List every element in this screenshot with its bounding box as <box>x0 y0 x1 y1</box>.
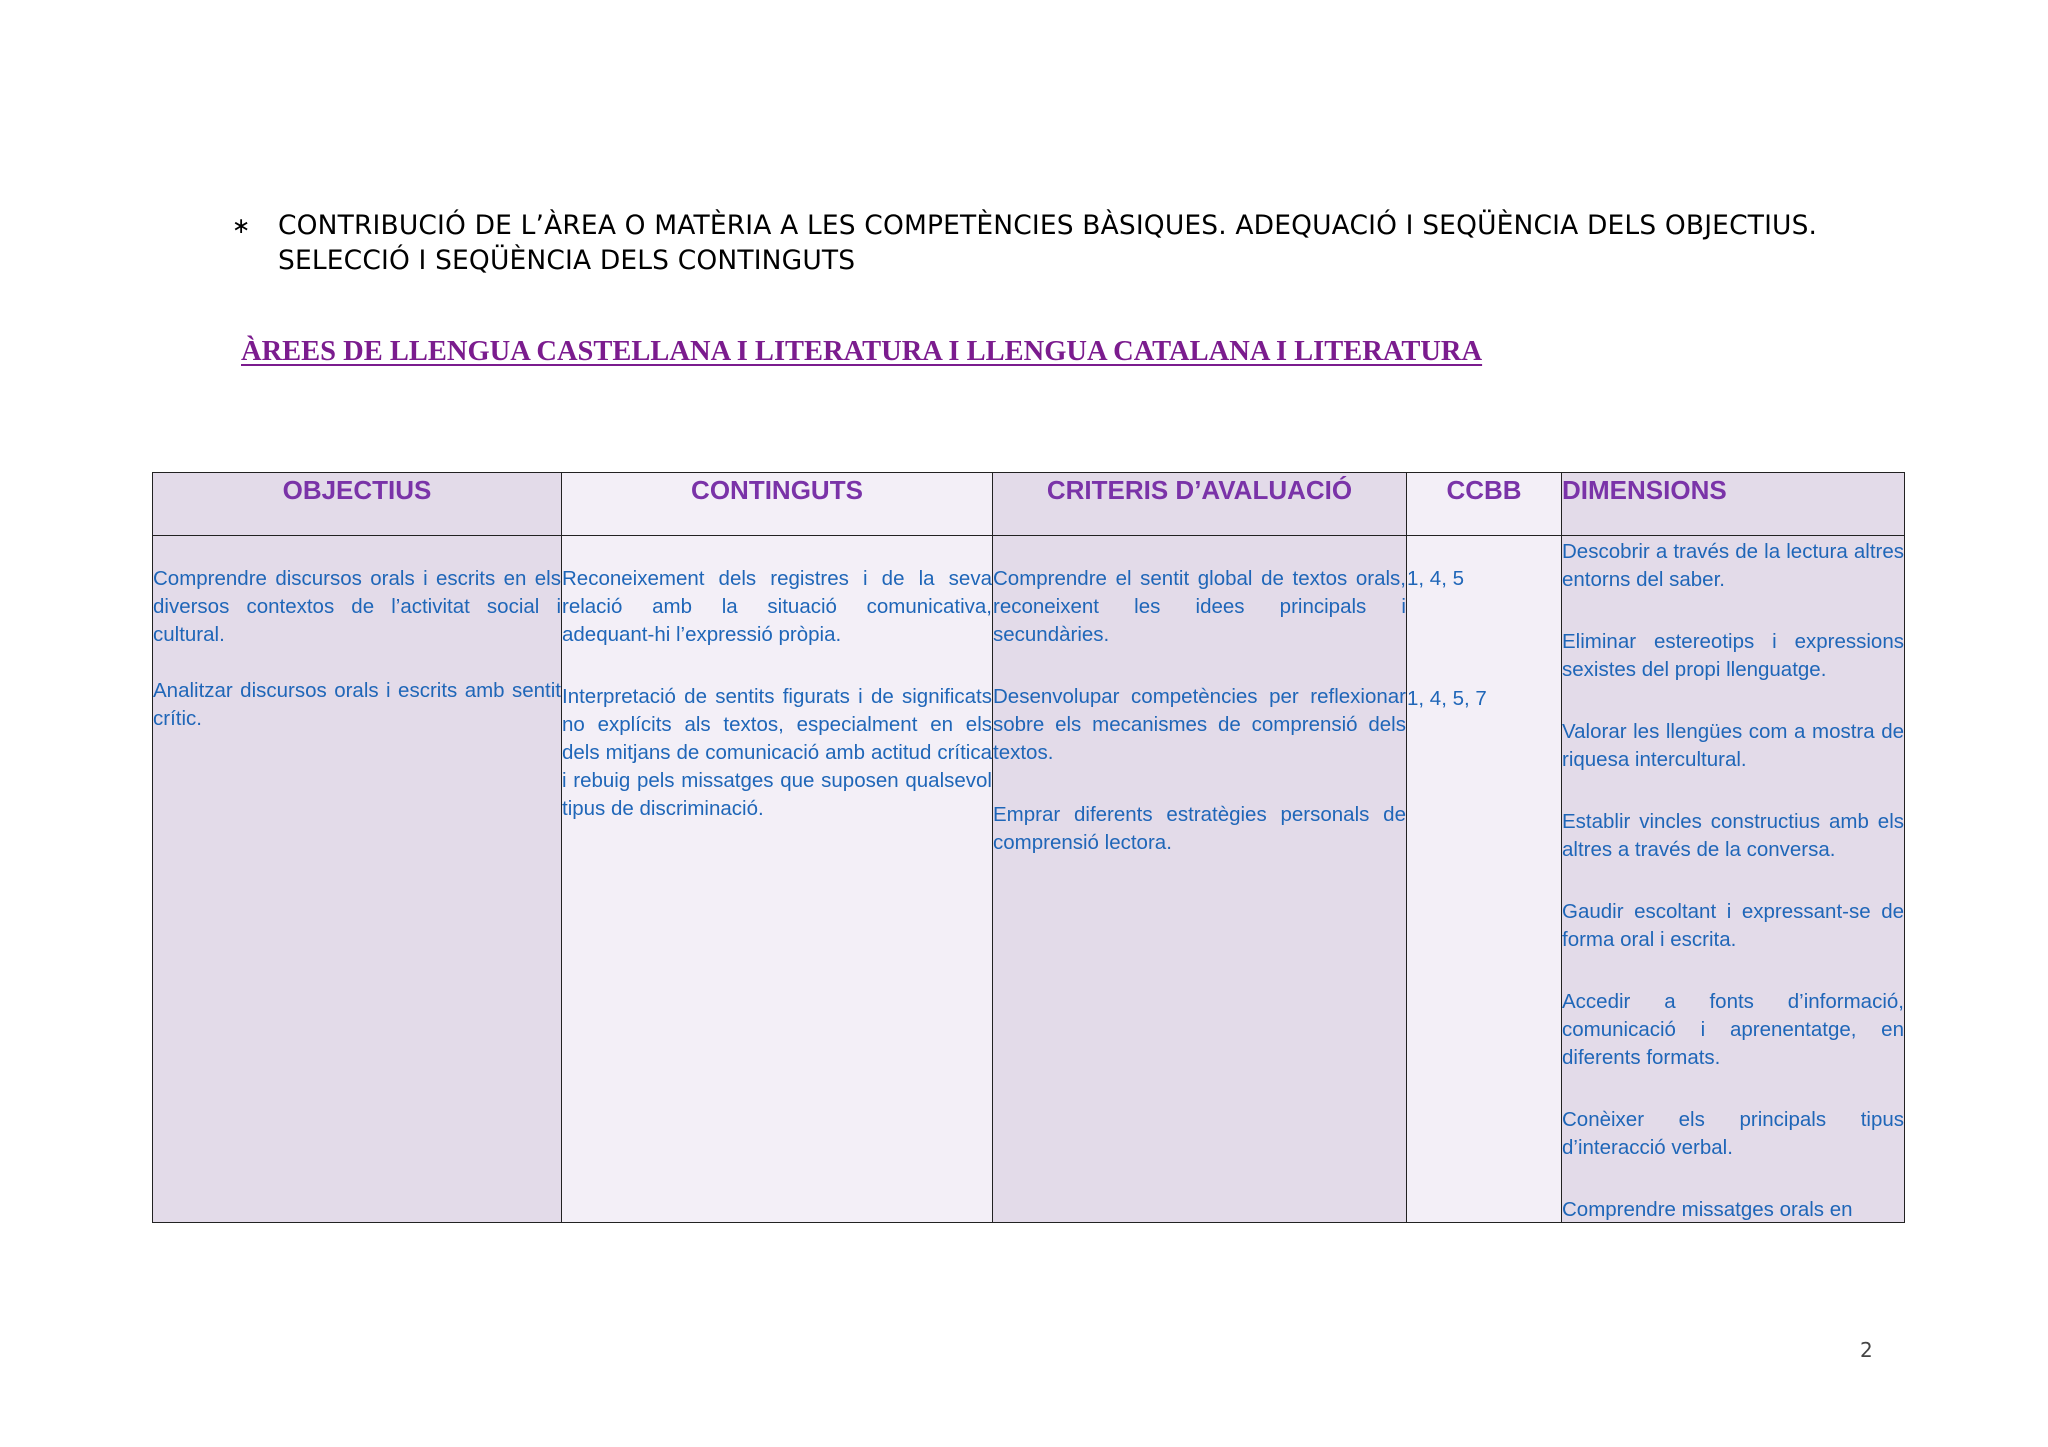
section-heading-text <box>278 208 1817 278</box>
criteri-item: Emprar diferents estratègies personals de comprensió lectora. <box>993 803 1406 854</box>
header-dimensions: DIMENSIONS <box>1562 473 1905 536</box>
heading-line-2: SELECCIÓ I SEQÜÈNCIA DELS CONTINGUTS <box>278 245 856 276</box>
objectiu-item: Comprendre discursos orals i escrits en els diversos contextos de l’activitat social i cultural. <box>153 567 561 646</box>
dimension-item: Descobrir a través de la lectura altres entorns del saber. <box>1562 540 1904 591</box>
objectius-cell <box>153 536 562 1223</box>
areas-subtitle: ÀREES DE LLENGUA CASTELLANA I LITERATURA I LLENGUA CATALANA I LITERATURA <box>241 336 1483 367</box>
heading-line-1: CONTRIBUCIÓ DE L’ÀREA O MATÈRIA A LES COMPETÈNCIES BÀSIQUES. ADEQUACIÓ I SEQÜÈNCIA DELS OBJECTIUS. <box>278 210 1818 241</box>
dimension-item: Comprendre missatges orals en <box>1562 1198 1853 1221</box>
continguts-cell <box>562 536 993 1223</box>
header-criteris: CRITERIS D’AVALUACIÓ <box>993 473 1407 536</box>
dimension-item: Accedir a fonts d’informació, comunicació i aprenentatge, en diferents formats. <box>1562 990 1904 1069</box>
contingut-item: Interpretació de sentits figurats i de significats no explícits als textos, especialment en els dels mitjans de comunicació amb actitud crítica i rebuig pels missatges que suposen qualsevol tipus de discriminació. <box>562 685 992 820</box>
header-continguts: CONTINGUTS <box>562 473 993 536</box>
table-header-row <box>153 473 1905 536</box>
header-ccbb: CCBB <box>1407 473 1562 536</box>
dimension-item: Gaudir escoltant i expressant-se de forma oral i escrita. <box>1562 900 1904 951</box>
dimension-item: Conèixer els principals tipus d’interacció verbal. <box>1562 1108 1904 1159</box>
criteri-item: Desenvolupar competències per reflexionar sobre els mecanismes de comprensió dels textos. <box>993 685 1406 764</box>
contingut-item: Reconeixement dels registres i de la seva relació amb la situació comunicativa, adequant-hi l’expressió pròpia. <box>562 567 992 646</box>
ccbb-item: 1, 4, 5 <box>1407 567 1464 590</box>
ccbb-cell <box>1407 536 1562 1223</box>
header-objectius: OBJECTIUS <box>153 473 562 536</box>
table-body-row <box>153 536 1905 1223</box>
criteris-cell <box>993 536 1407 1223</box>
section-heading <box>232 208 1882 278</box>
dimension-item: Eliminar estereotips i expressions sexistes del propi llenguatge. <box>1562 630 1904 681</box>
curriculum-table <box>152 472 1905 1223</box>
criteri-item: Comprendre el sentit global de textos orals, reconeixent les idees principals i secundàries. <box>993 567 1406 646</box>
dimension-item: Establir vincles constructius amb els altres a través de la conversa. <box>1562 810 1904 861</box>
bullet-asterisk-icon: ∗ <box>232 214 251 239</box>
ccbb-item: 1, 4, 5, 7 <box>1407 687 1487 710</box>
dimension-item: Valorar les llengües com a mostra de riquesa intercultural. <box>1562 720 1904 771</box>
dimensions-cell <box>1562 536 1905 1223</box>
objectiu-item: Analitzar discursos orals i escrits amb sentit crític. <box>153 679 561 730</box>
page-number: 2 <box>1860 1338 1873 1362</box>
